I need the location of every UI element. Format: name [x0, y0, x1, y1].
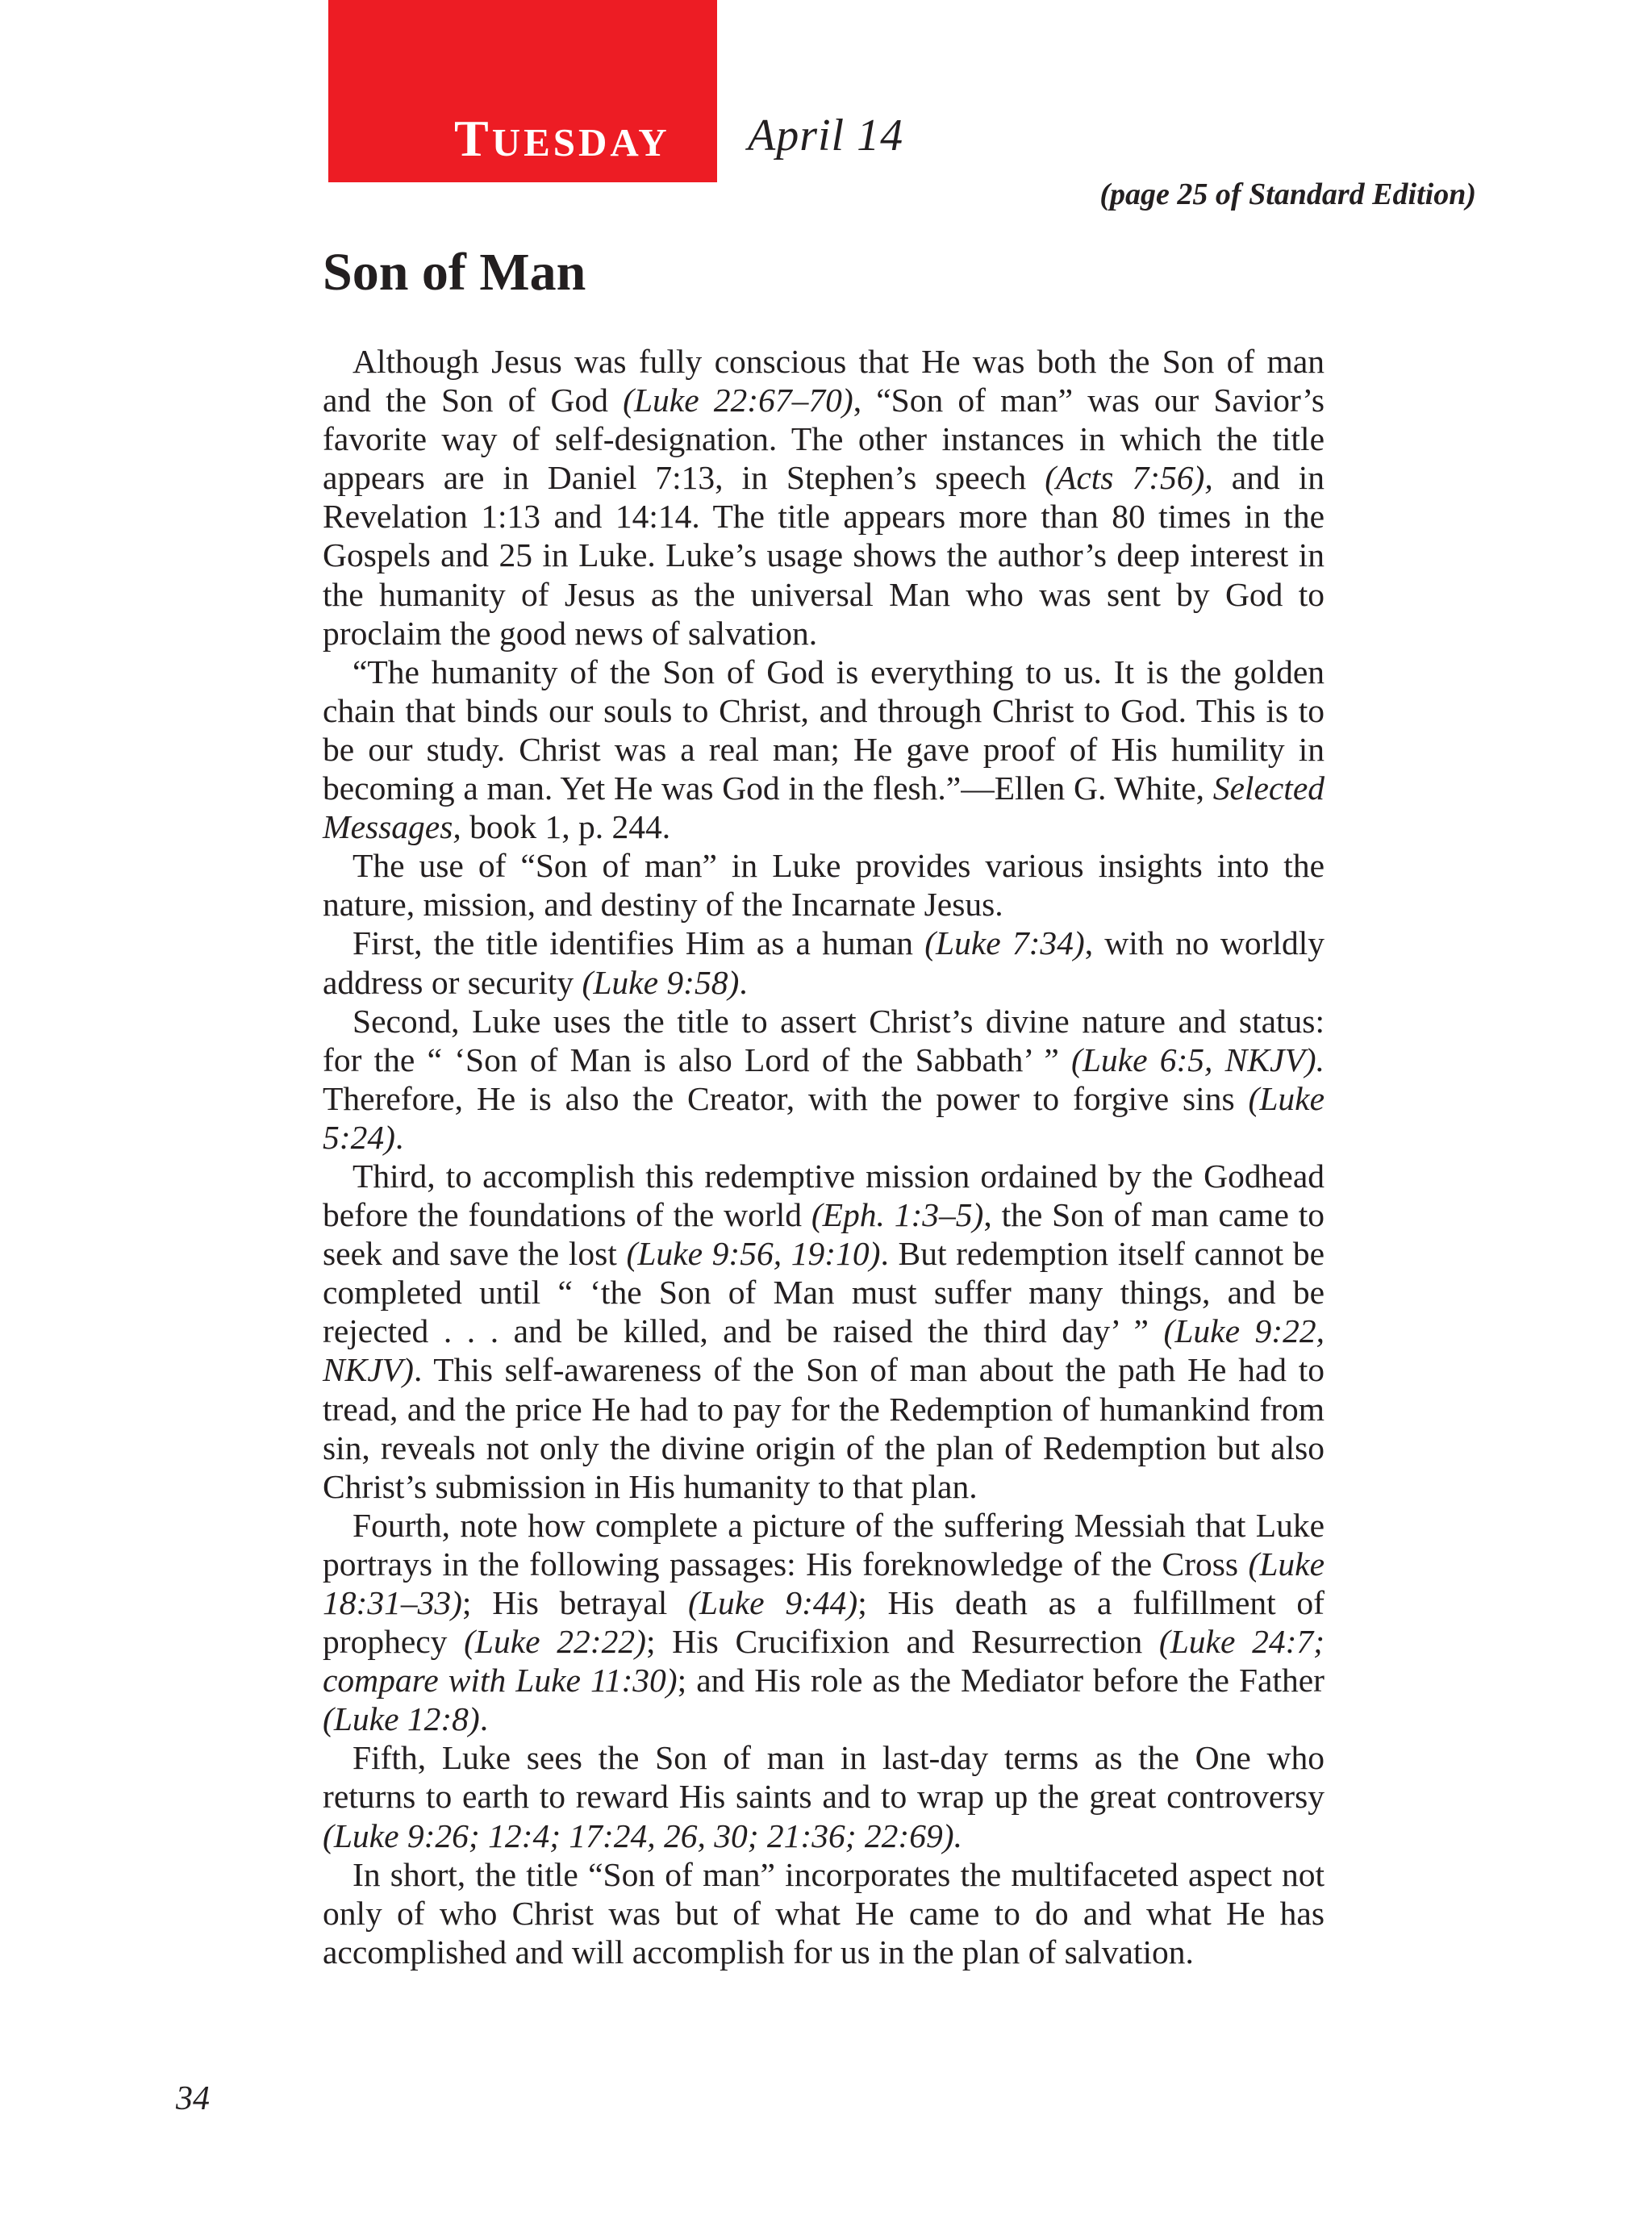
article-body — [323, 342, 1325, 1971]
body-text: . — [739, 963, 748, 1001]
day-name-initial: T — [454, 110, 492, 167]
scripture-reference: (Luke 9:26; 12:4; 17:24, 26, 30; 21:36; 22:69). — [323, 1816, 962, 1854]
day-name-rest: UESDAY — [491, 120, 670, 165]
edition-note: (page 25 of Standard Edition) — [1099, 177, 1476, 211]
scripture-reference: (Luke 5:24) — [323, 1079, 1325, 1156]
body-paragraph — [323, 1855, 1325, 1971]
scripture-reference: (Luke 9:44) — [688, 1584, 858, 1621]
scripture-reference: (Acts 7:56), — [1045, 459, 1213, 497]
scripture-reference: (Luke 7:34) — [924, 924, 1085, 962]
body-text: ; His betrayal — [461, 1584, 689, 1621]
body-paragraph — [323, 924, 1325, 1001]
body-paragraph — [323, 1506, 1325, 1739]
scripture-reference: (Luke 22:22) — [464, 1623, 646, 1661]
body-text: Fourth, note how complete a picture of the suffering Messiah that Luke portrays in the following passages: His foreknowledge of the Cross — [323, 1506, 1325, 1583]
body-text: . This self-awareness of the Son of man about the path He had to tread, and the price He had to pay for the Redemption of humankind from sin, reveals not only the divine origin of the plan of Redemption but also Christ’s submission in His humanity to that plan. — [323, 1351, 1325, 1505]
body-text: ; His Crucifixion and Resurrection — [645, 1623, 1159, 1661]
body-text: and in Revelation 1:13 and 14:14. The title appears more than 80 times in the Gospels and 25 in Luke. Luke’s usage shows the author’s deep interest in the humanity of Jesus as the universal Man who was sent by God to proclaim the good news of salvation. — [323, 459, 1325, 652]
body-text: The use of “Son of man” in Luke provides various insights into the nature, mission, and destiny of the Incarnate Jesus. — [323, 847, 1325, 924]
body-paragraph — [323, 846, 1325, 924]
body-text: In short, the title “Son of man” incorporates the multifaceted aspect not only of who Christ was but of what He came to do and what He has accomplished and will accomplish for us in the plan of salvation. — [323, 1855, 1325, 1971]
body-text: Therefore, He is also the Creator, with the power to forgive sins — [323, 1079, 1249, 1117]
body-text: ; and His role as the Mediator before the Father — [677, 1662, 1325, 1700]
body-paragraph — [323, 342, 1325, 653]
scripture-reference: (Luke 9:22, NKJV) — [323, 1312, 1325, 1389]
scripture-reference: (Luke 22:67–70) — [623, 382, 853, 419]
scripture-reference: (Eph. 1:3–5) — [811, 1196, 984, 1234]
body-text: Third, to accomplish this redemptive mission ordained by the Godhead before the foundations of the world — [323, 1157, 1325, 1234]
body-text: book 1, p. 244. — [461, 808, 671, 846]
body-text: . — [394, 1118, 404, 1156]
lesson-date: April 14 — [748, 111, 904, 161]
page-title: Son of Man — [323, 243, 586, 302]
body-text: Although Jesus was fully conscious that He was both the Son of man and the Son of God — [323, 343, 1325, 419]
scripture-reference: (Luke 24:7; compare with Luke 11:30) — [323, 1623, 1325, 1700]
body-paragraph — [323, 653, 1325, 846]
scripture-reference: (Luke 9:58) — [582, 963, 740, 1001]
body-text: , the Son of man came to seek and save the lost — [323, 1196, 1325, 1273]
body-paragraph — [323, 1738, 1325, 1854]
body-text: First, the title identifies Him as a human — [353, 924, 925, 962]
page-number: 34 — [176, 2080, 210, 2117]
scripture-reference: (Luke 18:31–33) — [323, 1545, 1325, 1621]
body-paragraph — [323, 1157, 1325, 1506]
body-text: . But redemption itself cannot be completed until “ ‘the Son of Man must suffer many things, and be rejected . . . and be killed, and be raised the third day’ ” — [323, 1235, 1325, 1350]
scripture-reference: (Luke 9:56, 19:10) — [626, 1235, 881, 1273]
scripture-reference: Selected Messages, — [323, 770, 1325, 846]
body-text: , with no worldly address or security — [323, 924, 1325, 1001]
scripture-reference: (Luke 12:8) — [323, 1700, 480, 1738]
body-text: “The humanity of the Son of God is everything to us. It is the golden chain that binds our souls to Christ, and through Christ to God. This is to be our study. Christ was a real man; He gave proof of His humility in becoming a man. Yet He was God in the flesh.”—Ellen G. White, — [323, 653, 1325, 807]
day-name — [454, 110, 670, 167]
body-text: , “Son of man” was our Savior’s favorite way of self-designation. The other instances in which the title appears are in Daniel 7:13, in Stephen’s speech — [323, 382, 1325, 497]
scripture-reference: (Luke 6:5, NKJV). — [1071, 1041, 1325, 1078]
body-text: Second, Luke uses the title to assert Christ’s divine nature and status: for the “ ‘Son of Man is also Lord of the Sabbath’ ” — [323, 1002, 1325, 1078]
body-text: . — [479, 1700, 489, 1738]
body-text: Fifth, Luke sees the Son of man in last-day terms as the One who returns to earth to reward His saints and to wrap up the great controversy — [323, 1739, 1325, 1816]
body-paragraph — [323, 1002, 1325, 1157]
body-text: ; His death as a fulfillment of prophecy — [323, 1584, 1325, 1661]
